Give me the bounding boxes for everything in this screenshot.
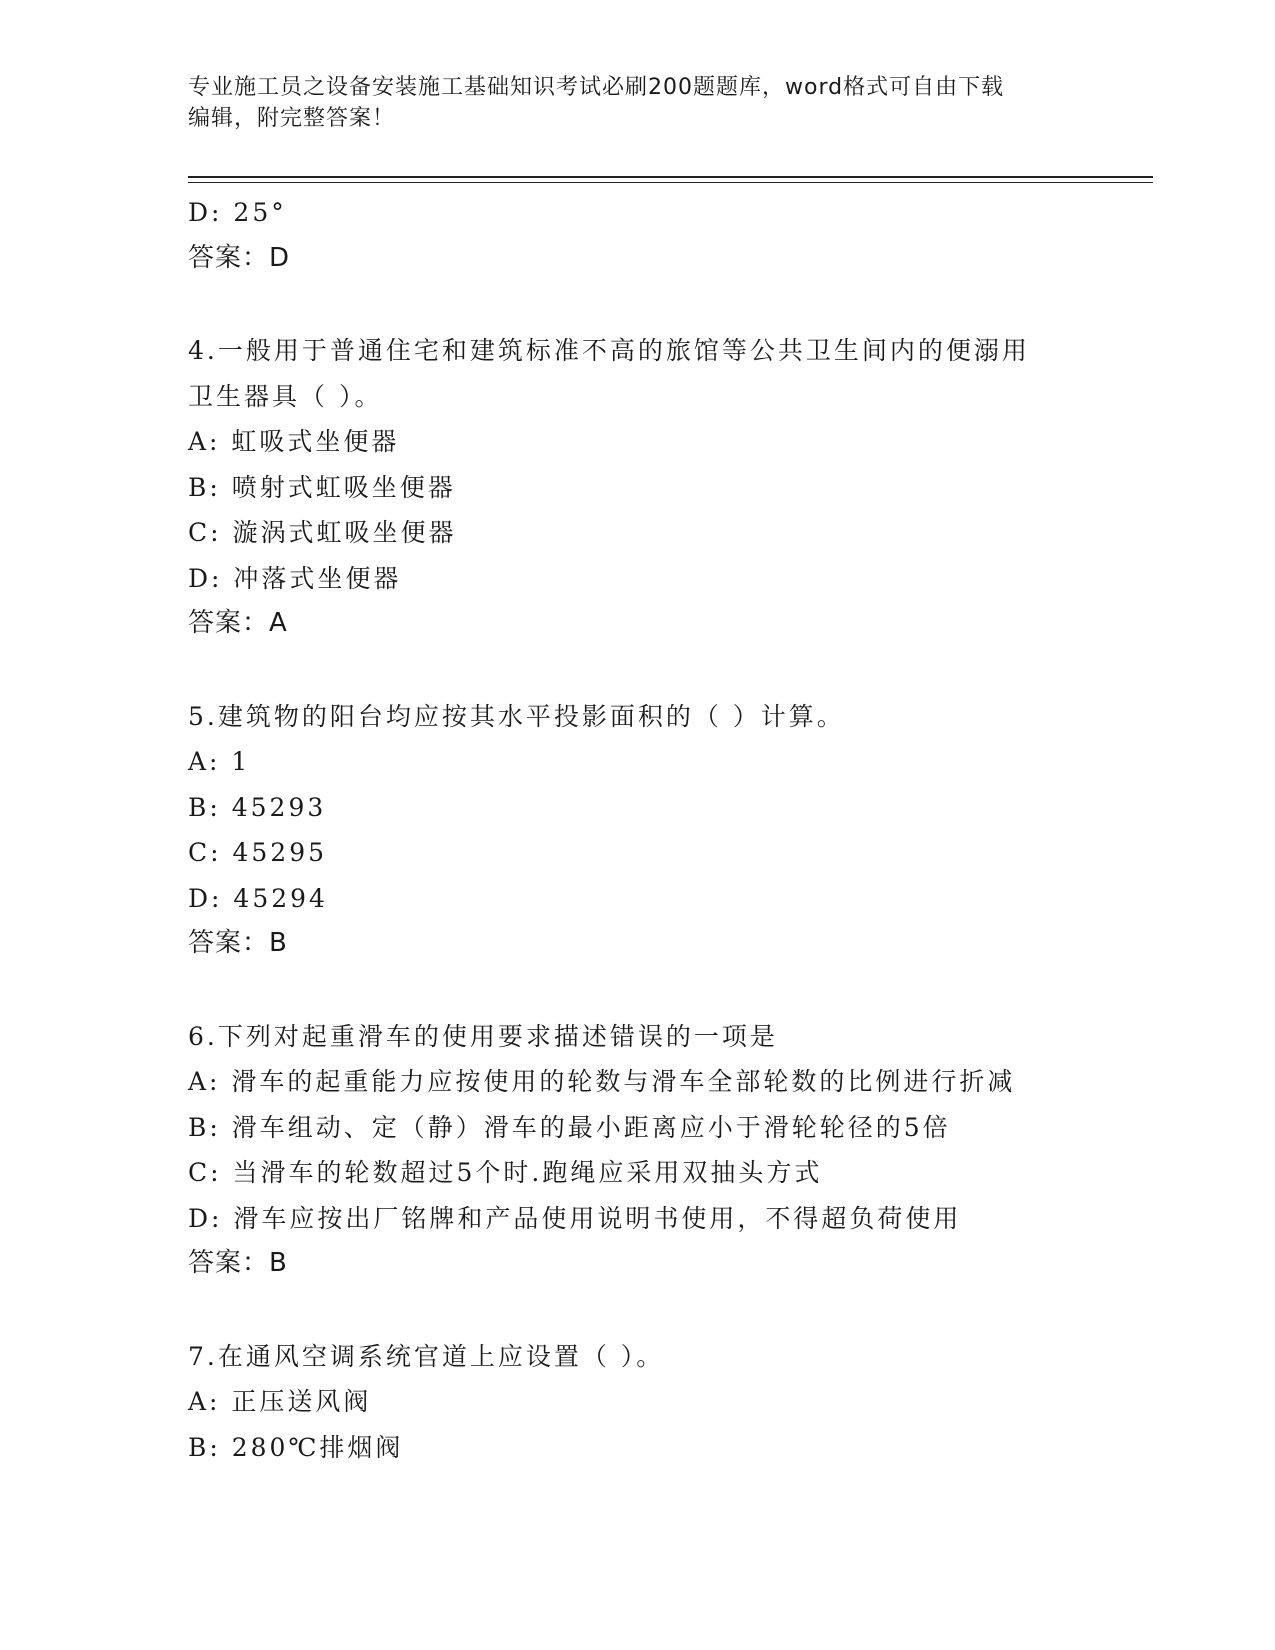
question-stem: 5.建筑物的阳台均应按其水平投影面积的（ ）计算。 [188,701,845,731]
option-a: A: 虹吸式坐便器 [188,427,400,456]
option-b: B: 45293 [188,792,327,822]
answer-label: 答案：A [188,608,288,638]
question-stem-cont: 卫生器具（ ）。 [188,381,383,411]
option-d: D: 25° [188,198,287,227]
header-divider-thick [188,176,1153,178]
option-d: D: 滑车应按出厂铭牌和产品使用说明书使用，不得超负荷使用 [188,1203,962,1233]
option-b: B: 喷射式虹吸坐便器 [188,472,456,502]
header-line-2: 编辑，附完整答案！ [188,106,396,131]
question-6 [188,1014,1118,1287]
question-4 [188,328,1118,647]
option-c: C: 当滑车的轮数超过5个时.跑绳应采用双抽头方式 [188,1158,823,1187]
answer-label: 答案：D [188,242,291,273]
option-a: A: 滑车的起重能力应按使用的轮数与滑车全部轮数的比例进行折减 [188,1067,1016,1096]
document-header [188,72,1088,134]
option-d: D: 冲落式坐便器 [188,563,402,593]
answer-label: 答案：B [188,928,288,958]
question-7 [188,1334,1118,1471]
option-c: C: 45295 [188,838,328,867]
option-b: B: 滑车组动、定（静）滑车的最小距离应小于滑轮轮径的5倍 [188,1112,951,1142]
option-d: D: 45294 [188,883,328,913]
answer-label: 答案：B [188,1248,288,1278]
question-stem: 4.一般用于普通住宅和建筑标准不高的旅馆等公共卫生间内的便溺用 [188,336,1030,365]
question-stem: 6.下列对起重滑车的使用要求描述错误的一项是 [188,1021,778,1051]
option-a: A: 正压送风阀 [188,1387,372,1416]
header-line-1: 专业施工员之设备安装施工基础知识考试必刷200题题库，word格式可自由下载 [188,75,1005,100]
option-c: C: 漩涡式虹吸坐便器 [188,518,457,547]
question-3 [188,190,1118,281]
question-5 [188,694,1118,967]
option-a: A: 1 [188,747,251,776]
question-stem: 7.在通风空调系统官道上应设置（ ）。 [188,1341,665,1371]
option-b: B: 280℃排烟阀 [188,1432,404,1462]
header-divider-thin [188,182,1153,183]
question-list [188,190,1118,1470]
